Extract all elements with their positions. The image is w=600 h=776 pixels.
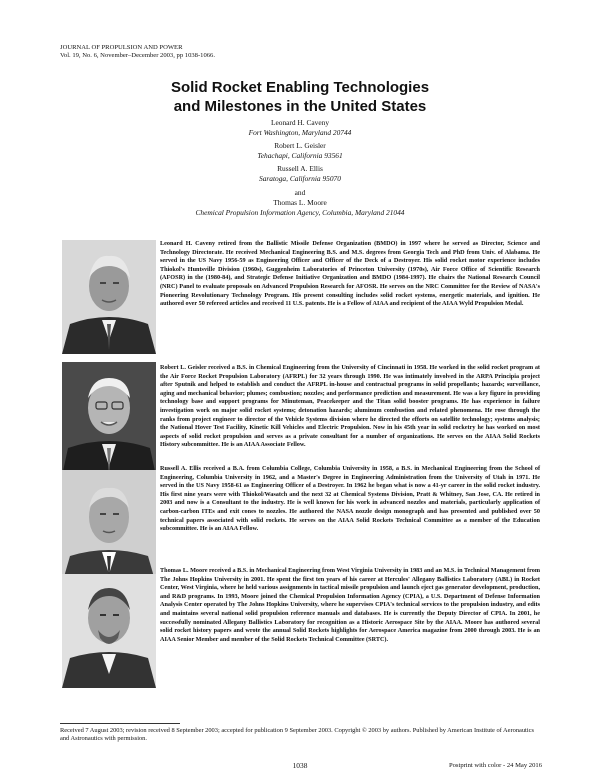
journal-header [60,44,215,60]
author-name: Robert L. Geisler [274,141,326,151]
journal-issue: Vol. 19, No. 6, November–December 2003, pp 1038-1066. [60,52,215,59]
author-photo-geisler [62,362,156,476]
paper-title [0,78,600,116]
author-affiliation: Saratoga, California 95070 [259,173,341,183]
author-photo-caveny [62,240,156,354]
author-block [0,118,600,221]
author-name: Russell A. Ellis [277,164,323,174]
footnote: Received 7 August 2003; revision received 8 September 2003; accepted for publication 9 September 2003. Copyright © 2003 by authors. Published by American Institute of Aeronautics and Astronautics with permission. [60,727,534,743]
title-line-2: and Milestones in the United States [173,98,427,115]
bio-moore: Thomas L. Moore received a B.S. in Mechanical Engineering from West Virginia University in 1983 and an M.S. in Technical Management from The Johns Hopkins University in 2001. He spent the first ten years of his career at Hercules' Allegany Ballistics Laboratory (ABL) in Rocket Center, West Virginia, where he held various assignments in tactical missile propulsion and launch eject gas generator development, production, and R&D programs. In 1993, Moore joined the Chemical Propulsion Information Agency (CPIA), a U.S. Department of Defense Information Analysis Center operated by The Johns Hopkins University, where he supervises CPIA's technical services to the propulsion industry, and edits and maintains several national solid propulsion reference manuals and databases. He is currently the Deputy Director of CPIA. In 2001, he successfully nominated Allegany Ballistics Laboratory for recognition as a Historic Aerospace Site by the AIAA. Moore has authored several solid rocket history papers and wrote the annual Solid Rockets highlights for Aerospace America magazine from 2000 through 2003. He is an AIAA Senior Member and member of the Solid Rockets Technical Committee (SRTC). [160,567,540,643]
author-name: Thomas L. Moore [273,198,327,208]
author-affiliation: Tehachapi, California 93561 [257,150,343,160]
bio-ellis: Russell A. Ellis received a B.A. from Columbia College, Columbia University in 1958, a B.S. in Mechanical Engineering from the School of Engineering, Columbia University in 1962, and a Master's Degree in Engineering Administration from the University of Utah in 1971. He served in the US Navy 1958-61 as Engineering Officer of a Destroyer. In 1962 he began what is now a 41-yr career in the solid rocket industry. His first nine years were with Thiokol/Wasatch and the next 32 at Chemical Systems Division, Pratt & Whitney, San Jose, CA. He retired in 2003 and now is a Consultant to the industry. He is well known for his work in advanced nozzles and materials, particularly application of carbon-carbon ITEs and exit cones to nozzles. He authored the NASA nozzle design monograph and has presented and published over 50 technical papers associated with solid rockets. He serves on the AIAA Solid Rockets Technical Committee as a member of the Education subcommittee. He is an AIAA Fellow. [160,465,540,533]
author-affiliation: Chemical Propulsion Information Agency, Columbia, Maryland 21044 [195,207,405,217]
title-line-1: Solid Rocket Enabling Technologies [170,79,430,96]
and-separator: and [294,187,306,197]
bio-geisler: Robert L. Geisler received a B.S. in Chemical Engineering from the University of Cincinnati in 1958. He worked in the solid rocket program at the Air Force Rocket Propulsion Laboratory (AFRPL) for 32 years through 1990. He was intimately involved in the ARPA Principia project after Sputnik and helped to establish and conduct the AFRPL in-house and contractual programs in solid propellants; hazards; surveillance, aging and mechanical behavior; plumes; combustion; nozzles; and performance prediction and measurement. He was a key figure in providing technology base and support programs for Minuteman, Peacekeeper and the Titan solid booster programs. He has experience in failure investigation work on major solid rocket systems; detonation hazards; aluminum combustion and related phenomena. He rose through the ranks from project engineer to director of the Vehicle Systems division where he directed the efforts on satellite technology; systems analysis; the National Hover Test Facility, Kinetic Kill Vehicles and Electric Propulsion. Now in his 45th year in solid rocketry he has worked on most aspects of solid rocket propulsion and serves as a private consultant for a number of organizations. He serves on the AIAA Solid Rockets History subcommittee. He is an AIAA Associate Fellow. [160,364,540,449]
author-affiliation: Fort Washington, Maryland 20744 [248,127,352,137]
page-number: 1038 [292,761,308,770]
author-photo-moore [62,574,156,688]
footnote-rule [60,723,180,724]
postprint-note: Postprint with color - 24 May 2016 [448,762,542,769]
bio-caveny: Leonard H. Caveny retired from the Ballistic Missile Defense Organization (BMDO) in 1997 where he served as Director, Science and Technology Directorate. He received Mechanical Engineering B.S. and M.S. degrees from Georgia Tech and PhD from Univ. of Alabama. He served in the US Navy 1956-59 as Engineering Officer and Officer of the Deck of a Destroyer. His solid rocket motor experience includes Thiokol's Huntsville Division (1960s), Guggenheim Laboratories of Princeton University (1970s), Air Force Office of Scientific Research (AFOSR) in the (1980-84), and Strategic Defense Initiative Organization and BMDO (1984-1997). He chairs the National Research Council (NRC) Panel to evaluate proposals on Advanced Propulsion Research for AFOSR. He serves on the NRC Committee for the Review of NASA's Pioneering Revolutionary Technology Program. His present consulting includes solid rocket systems, energetic materials, and ignition. He authored over 50 refereed articles and received 11 U.S. patents. He is a Fellow of AIAA and recipient of the AIAA Wyld Propulsion Medal. [160,240,540,308]
journal-name: JOURNAL OF PROPULSION AND POWER [60,44,183,51]
author-photo-ellis [62,470,156,584]
author-name: Leonard H. Caveny [270,118,330,127]
